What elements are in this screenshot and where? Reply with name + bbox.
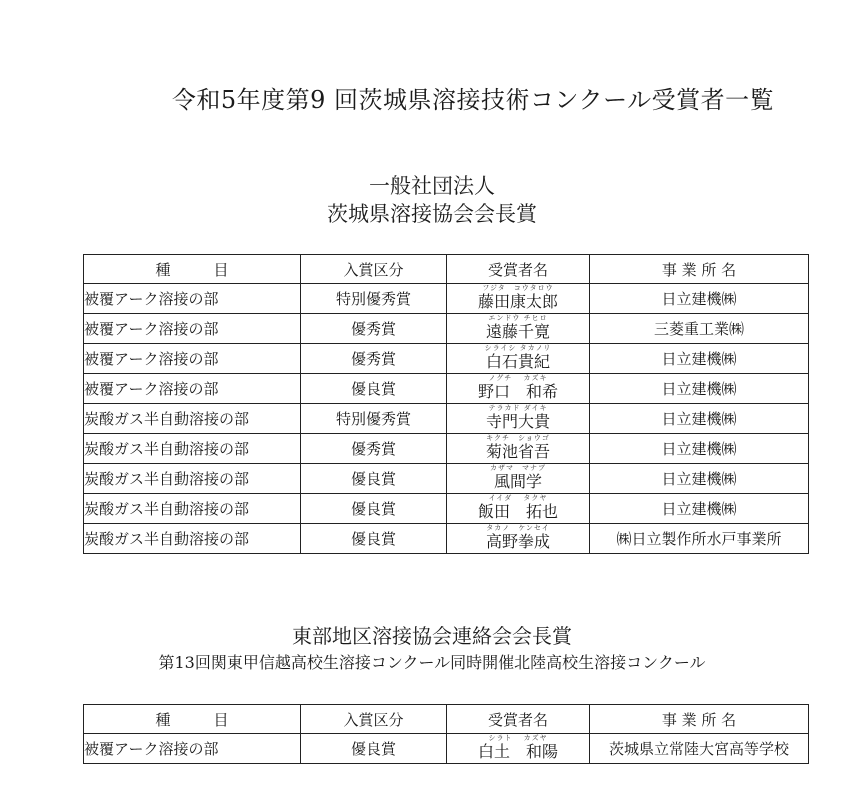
office-cell: 日立建機㈱	[590, 464, 809, 494]
winner-cell	[447, 404, 590, 434]
winner-cell	[447, 344, 590, 374]
winner-name: 藤田康太郎	[477, 292, 558, 311]
winner-name: 白土 和陽	[477, 742, 558, 761]
office-cell: 日立建機㈱	[590, 344, 809, 374]
award-class-cell: 特別優秀賞	[301, 284, 447, 314]
office-cell: 茨城県立常陸大宮高等学校	[590, 734, 809, 764]
office-cell: 日立建機㈱	[590, 494, 809, 524]
award-class-cell: 優秀賞	[301, 314, 447, 344]
winner-cell	[447, 524, 590, 554]
column-header-winner: 受賞者名	[447, 255, 590, 284]
winner-cell	[447, 434, 590, 464]
awards-table-1	[83, 254, 809, 554]
office-cell: 日立建機㈱	[590, 404, 809, 434]
office-cell: 日立建機㈱	[590, 374, 809, 404]
category-cell: 炭酸ガス半自動溶接の部	[84, 404, 301, 434]
page-title: 令和5年度第9 回茨城県溶接技術コンクール受賞者一覧	[171, 86, 775, 114]
award-class-cell: 優秀賞	[301, 344, 447, 374]
winner-reading: エンドウ チヒロ	[488, 314, 548, 322]
table-row	[84, 434, 809, 464]
winner-name: 風間学	[493, 472, 542, 491]
section1-org-label: 一般社団法人	[369, 174, 495, 198]
column-header-class: 入賞区分	[301, 255, 447, 284]
winner-cell	[447, 464, 590, 494]
category-cell: 炭酸ガス半自動溶接の部	[84, 464, 301, 494]
winner-name: 寺門大貴	[485, 412, 550, 431]
column-header-office: 事 業 所 名	[590, 255, 809, 284]
award-class-cell: 優良賞	[301, 464, 447, 494]
column-header-class: 入賞区分	[301, 705, 447, 734]
winner-name: 白石貴紀	[485, 352, 550, 371]
table-row	[84, 734, 809, 764]
winner-cell	[447, 314, 590, 344]
table-header-row	[84, 705, 809, 734]
winner-cell	[447, 284, 590, 314]
category-cell: 被覆アーク溶接の部	[84, 374, 301, 404]
award-class-cell: 優良賞	[301, 374, 447, 404]
table-row	[84, 284, 809, 314]
column-header-office: 事 業 所 名	[590, 705, 809, 734]
column-header-category: 種 目	[84, 705, 301, 734]
column-header-winner: 受賞者名	[447, 705, 590, 734]
section1-award-title: 茨城県溶接協会会長賞	[327, 202, 537, 226]
category-cell: 被覆アーク溶接の部	[84, 314, 301, 344]
office-cell: ㈱日立製作所水戸事業所	[590, 524, 809, 554]
section2-award-title: 東部地区溶接協会連絡会会長賞	[292, 624, 572, 648]
table-header-row	[84, 255, 809, 284]
category-cell: 炭酸ガス半自動溶接の部	[84, 524, 301, 554]
winner-name: 遠藤千寛	[485, 322, 550, 341]
category-cell: 炭酸ガス半自動溶接の部	[84, 494, 301, 524]
category-cell: 被覆アーク溶接の部	[84, 734, 301, 764]
winner-reading: シライシ タカノリ	[484, 344, 552, 352]
winner-reading: カザマ マナブ	[490, 464, 546, 472]
winner-name: 飯田 拓也	[477, 502, 558, 521]
award-class-cell: 優良賞	[301, 734, 447, 764]
winner-reading: テラカド ダイキ	[488, 404, 548, 412]
table-row	[84, 494, 809, 524]
award-class-cell: 優良賞	[301, 494, 447, 524]
column-header-category: 種 目	[84, 255, 301, 284]
winner-cell	[447, 494, 590, 524]
awards-table-2	[83, 704, 809, 764]
winner-name: 菊池省吾	[485, 442, 550, 461]
award-class-cell: 優秀賞	[301, 434, 447, 464]
office-cell: 日立建機㈱	[590, 434, 809, 464]
winner-name: 野口 和希	[477, 382, 558, 401]
winner-reading: イイダ タクヤ	[488, 494, 548, 502]
winner-cell	[447, 374, 590, 404]
winner-reading: シラト カズヤ	[488, 734, 548, 742]
table-row	[84, 464, 809, 494]
winner-reading: ノグチ カズキ	[488, 374, 548, 382]
table-row	[84, 524, 809, 554]
category-cell: 被覆アーク溶接の部	[84, 344, 301, 374]
table-row	[84, 374, 809, 404]
winner-name: 高野拳成	[485, 532, 550, 551]
winner-reading: キクチ ショウゴ	[486, 434, 550, 442]
table-row	[84, 344, 809, 374]
award-class-cell: 特別優秀賞	[301, 404, 447, 434]
table-row	[84, 314, 809, 344]
winner-reading: フジタ コウタロウ	[482, 284, 554, 292]
winner-cell	[447, 734, 590, 764]
category-cell: 炭酸ガス半自動溶接の部	[84, 434, 301, 464]
office-cell: 日立建機㈱	[590, 284, 809, 314]
award-class-cell: 優良賞	[301, 524, 447, 554]
table-row	[84, 404, 809, 434]
category-cell: 被覆アーク溶接の部	[84, 284, 301, 314]
office-cell: 三菱重工業㈱	[590, 314, 809, 344]
section2-event-title: 第13回関東甲信越高校生溶接コンクール同時開催北陸高校生溶接コンクール	[158, 653, 706, 672]
winner-reading: タカノ ケンセイ	[486, 524, 550, 532]
